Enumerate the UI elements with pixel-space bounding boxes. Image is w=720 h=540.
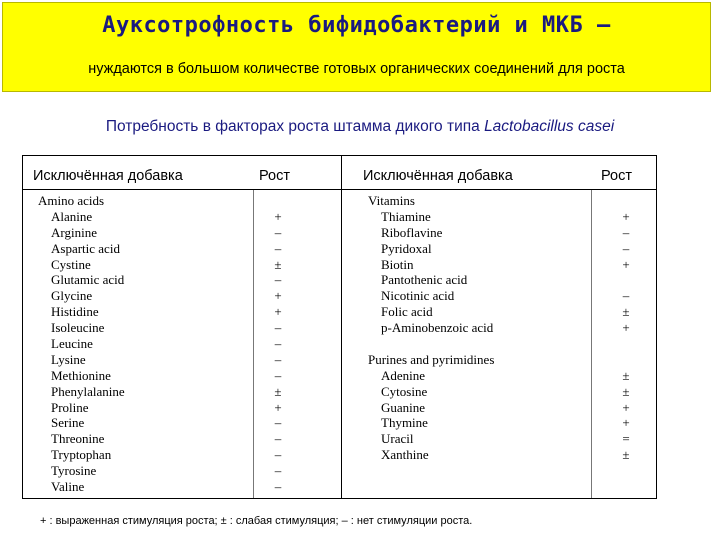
growth-sign bbox=[611, 352, 641, 368]
additive-label: Thiamine bbox=[381, 208, 431, 224]
page-title: Ауксотрофность бифидобактерий и МКБ – bbox=[102, 13, 611, 38]
header-left-growth: Рост bbox=[259, 168, 290, 184]
right-additive-list bbox=[368, 193, 494, 463]
additive-label: Valine bbox=[51, 479, 85, 495]
additive-label: Riboflavine bbox=[381, 224, 443, 240]
table-header bbox=[23, 156, 656, 190]
growth-sign: + bbox=[622, 320, 630, 336]
growth-sign bbox=[611, 336, 641, 352]
caption-organism: Lactobacillus casei bbox=[484, 118, 615, 135]
additive-label: Leucine bbox=[51, 336, 93, 352]
growth-sign: – bbox=[274, 240, 282, 256]
growth-sign: + bbox=[274, 288, 282, 304]
growth-sign: + bbox=[274, 304, 282, 320]
growth-sign: + bbox=[622, 256, 630, 272]
additive-label: Uracil bbox=[381, 431, 414, 447]
additive-label: Tryptophan bbox=[51, 447, 112, 463]
left-additive-list bbox=[38, 193, 125, 495]
additive-label: Glutamic acid bbox=[51, 272, 125, 288]
header-right-additive: Исключённая добавка bbox=[363, 168, 513, 184]
additive-label: Glycine bbox=[51, 288, 93, 304]
additive-label bbox=[368, 336, 494, 352]
table-caption bbox=[0, 118, 720, 136]
growth-sign: – bbox=[274, 367, 282, 383]
legend: + : выраженная стимуляция роста; ± : слабая стимуляция; – : нет стимуляции роста. bbox=[40, 515, 473, 527]
growth-sign: + bbox=[274, 399, 282, 415]
growth-sign bbox=[611, 272, 641, 288]
growth-sign: – bbox=[274, 224, 282, 240]
additive-label: Arginine bbox=[51, 224, 97, 240]
growth-sign: – bbox=[622, 240, 630, 256]
growth-sign: – bbox=[274, 320, 282, 336]
additive-label: Serine bbox=[51, 415, 85, 431]
additive-label: p-Aminobenzoic acid bbox=[381, 320, 494, 336]
additive-label: Methionine bbox=[51, 367, 111, 383]
growth-sign: – bbox=[274, 463, 282, 479]
additive-label: Thymine bbox=[381, 415, 428, 431]
additive-label: Adenine bbox=[381, 367, 426, 383]
column-divider bbox=[253, 190, 254, 498]
growth-sign: + bbox=[622, 415, 630, 431]
growth-sign: – bbox=[274, 431, 282, 447]
growth-sign: – bbox=[622, 288, 630, 304]
additive-label: Biotin bbox=[381, 256, 414, 272]
additive-label: Guanine bbox=[381, 399, 426, 415]
growth-sign bbox=[611, 193, 641, 209]
category-label: Purines and pyrimidines bbox=[368, 351, 495, 367]
additive-label: Folic acid bbox=[381, 304, 433, 320]
additive-label: Nicotinic acid bbox=[381, 288, 455, 304]
growth-sign: ± bbox=[622, 367, 630, 383]
growth-sign: – bbox=[274, 336, 282, 352]
header-left-additive: Исключённая добавка bbox=[33, 168, 183, 184]
additive-label: Tyrosine bbox=[51, 463, 97, 479]
growth-sign: + bbox=[622, 399, 630, 415]
center-divider bbox=[341, 156, 342, 498]
growth-sign: – bbox=[622, 224, 630, 240]
growth-sign: + bbox=[274, 208, 282, 224]
additive-label: Threonine bbox=[51, 431, 105, 447]
caption-text: Потребность в факторах роста штамма дикого типа bbox=[105, 118, 480, 135]
category-label: Vitamins bbox=[368, 193, 415, 208]
right-growth-list bbox=[611, 193, 641, 463]
growth-sign: = bbox=[622, 431, 630, 447]
category-label: Amino acids bbox=[38, 193, 105, 208]
growth-sign: + bbox=[622, 208, 630, 224]
growth-factor-table bbox=[22, 155, 657, 499]
additive-label: Proline bbox=[51, 399, 89, 415]
growth-sign: – bbox=[274, 415, 282, 431]
column-divider bbox=[591, 190, 592, 498]
left-growth-list bbox=[263, 193, 293, 495]
additive-label: Histidine bbox=[51, 304, 99, 320]
growth-sign: ± bbox=[274, 383, 282, 399]
growth-sign: – bbox=[274, 351, 282, 367]
title-banner bbox=[2, 2, 711, 92]
growth-sign bbox=[263, 193, 293, 209]
additive-label: Cystine bbox=[51, 256, 91, 272]
additive-label: Alanine bbox=[51, 208, 93, 224]
additive-label: Pantothenic acid bbox=[381, 272, 468, 288]
growth-sign: – bbox=[274, 272, 282, 288]
growth-sign: – bbox=[274, 447, 282, 463]
additive-label: Aspartic acid bbox=[51, 240, 120, 256]
additive-label: Cytosine bbox=[381, 383, 428, 399]
growth-sign: ± bbox=[622, 304, 630, 320]
additive-label: Phenylalanine bbox=[51, 383, 125, 399]
additive-label: Isoleucine bbox=[51, 320, 105, 336]
additive-label: Pyridoxal bbox=[381, 240, 432, 256]
growth-sign: ± bbox=[622, 447, 630, 463]
page-subtitle: нуждаются в большом количестве готовых органических соединений для роста bbox=[88, 61, 625, 77]
additive-label: Xanthine bbox=[381, 447, 429, 463]
additive-label: Lysine bbox=[51, 351, 86, 367]
header-right-growth: Рост bbox=[601, 168, 632, 184]
growth-sign: ± bbox=[622, 383, 630, 399]
growth-sign: – bbox=[274, 479, 282, 495]
growth-sign: ± bbox=[274, 256, 282, 272]
